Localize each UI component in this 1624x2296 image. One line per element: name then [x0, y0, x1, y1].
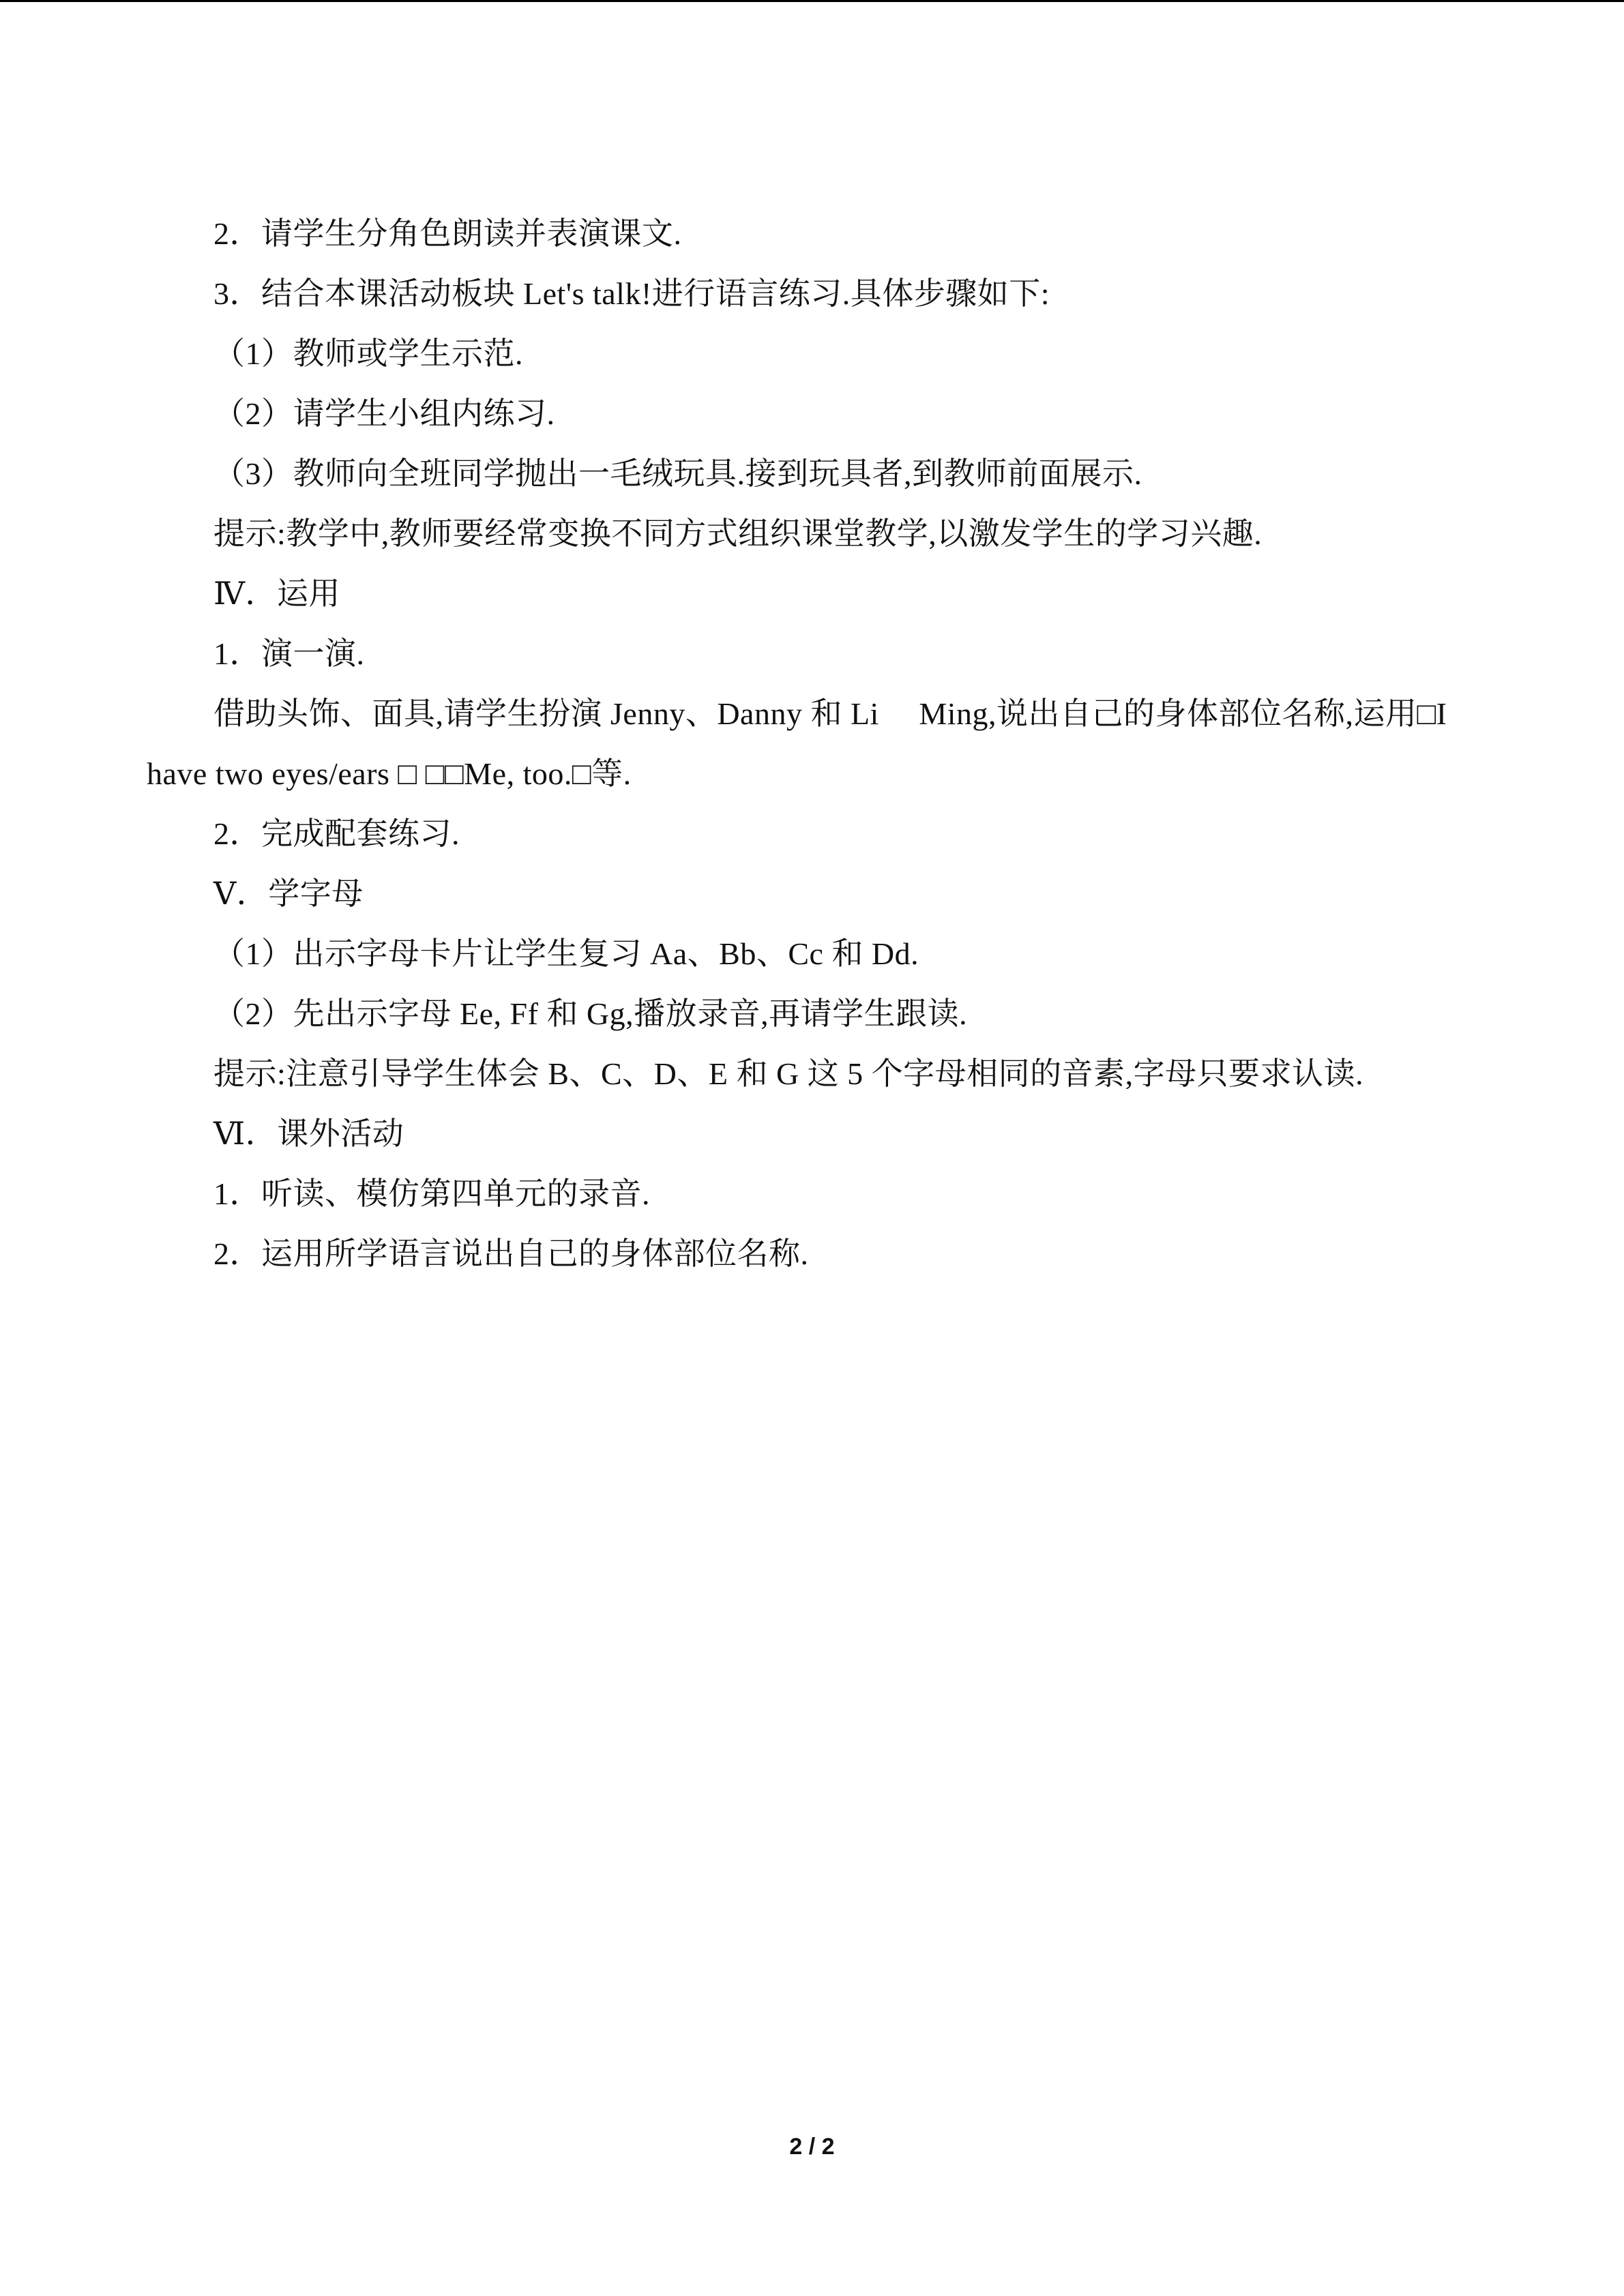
text-line: （3）教师向全班同学抛出一毛绒玩具.接到玩具者,到教师前面展示. [213, 456, 1142, 491]
section-heading: Ⅴ．学字母 [213, 876, 364, 911]
text-line: 3．结合本课活动板块 Let's talk!进行语言练习.具体步骤如下: [213, 276, 1050, 311]
text-line: have two eyes/ears □ □□Me, too.□等. [147, 756, 632, 791]
text-line: 提示:教学中,教师要经常变换不同方式组织课堂教学,以激发学生的学习兴趣. [213, 516, 1263, 551]
text-line: 1．演一演. [213, 636, 365, 671]
text-line: 2．运用所学语言说出自己的身体部位名称. [213, 1236, 809, 1271]
text-line: （1）教师或学生示范. [213, 336, 523, 371]
page-number: 2 / 2 [789, 2134, 835, 2160]
text-line: 借助头饰、面具,请学生扮演 Jenny、Danny 和 Li Ming,说出自己的身体部位名称,运用□I [213, 696, 1447, 731]
section-heading: Ⅳ．运用 [213, 576, 340, 611]
text-line: （1）出示字母卡片让学生复习 Aa、Bb、Cc 和 Dd. [213, 936, 919, 971]
text-line: （2）先出示字母 Ee, Ff 和 Gg,播放录音,再请学生跟读. [213, 996, 968, 1031]
section-heading: Ⅵ．课外活动 [213, 1116, 404, 1151]
text-line: 1．听读、模仿第四单元的录音. [213, 1176, 650, 1211]
text-line: 提示:注意引导学生体会 B、C、D、E 和 G 这 5 个字母相同的音素,字母只要求认读. [213, 1056, 1364, 1091]
text-line: 2．请学生分角色朗读并表演课文. [213, 216, 682, 251]
text-line: （2）请学生小组内练习. [213, 396, 555, 431]
text-line: 2．完成配套练习. [213, 816, 460, 851]
